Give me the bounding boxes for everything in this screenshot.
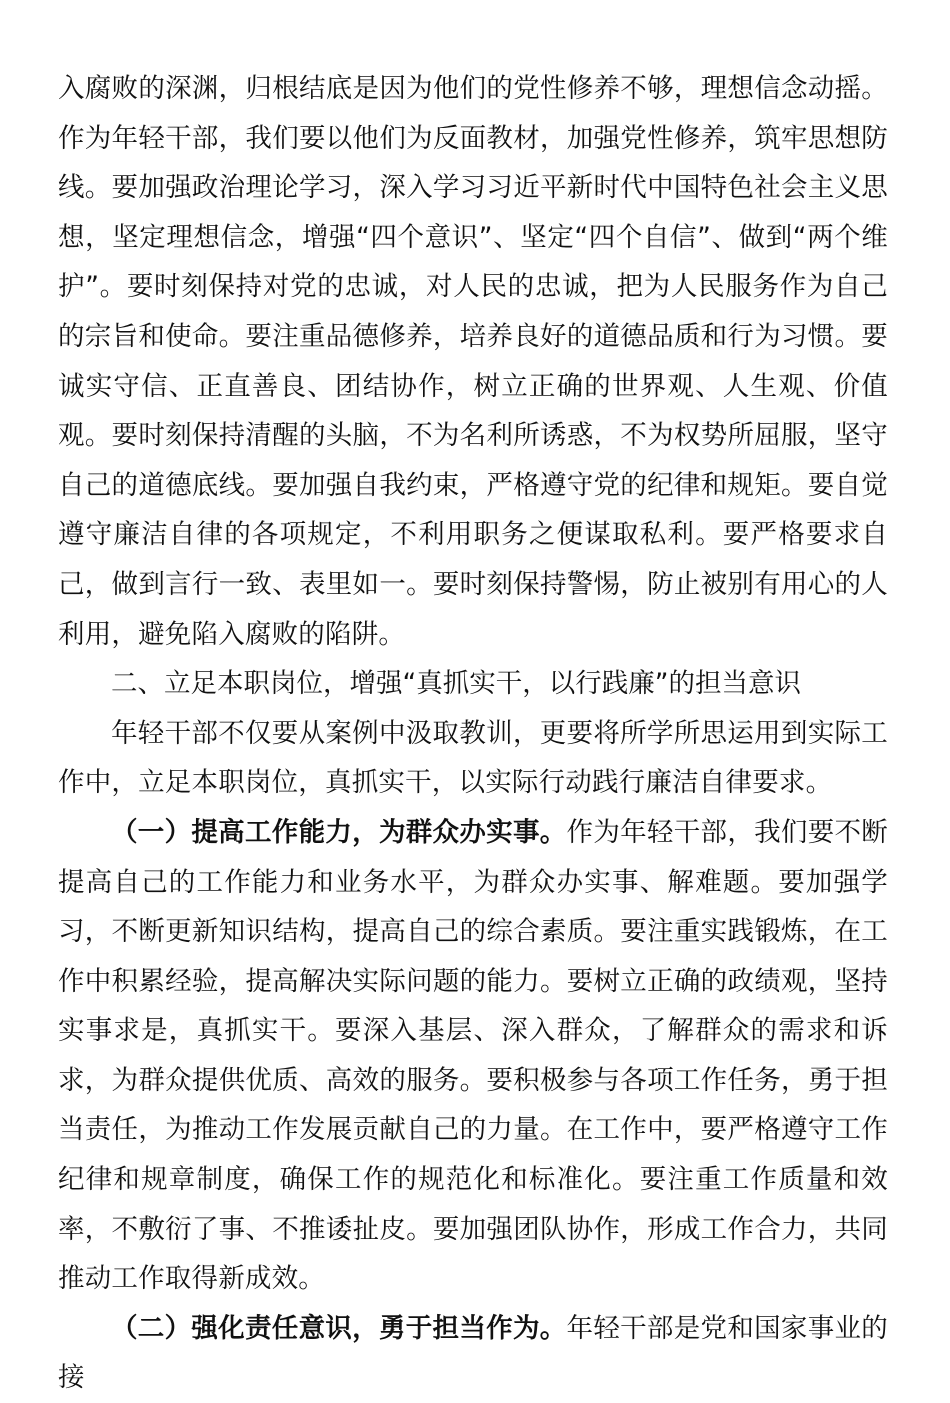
document-page bbox=[58, 64, 888, 1403]
subsection-1-body: 作为年轻干部，我们要不断提高自己的工作能力和业务水平，为群众办实事、解难题。要加强学习，不断更新知识结构，提高自己的综合素质。要注重实践锻炼，在工作中积累经验，提高解决实际问题的能力。要树立正确的政绩观，坚持实事求是，真抓实干。要深入基层、深入群众，了解群众的需求和诉求，为群众提供优质、高效的服务。要积极参与各项工作任务，勇于担当责任，为推动工作发展贡献自己的力量。在工作中，要严格遵守工作纪律和规章制度，确保工作的规范化和标准化。要注重工作质量和效率，不敷衍了事、不推诿扯皮。要加强团队协作，形成工作合力，共同推动工作取得新成效。 bbox=[58, 816, 889, 1295]
paragraph-continued: 入腐败的深渊，归根结底是因为他们的党性修养不够，理想信念动摇。作为年轻干部，我们要以他们为反面教材，加强党性修养，筑牢思想防线。要加强政治理论学习，深入学习习近平新时代中国特色社会主义思想，坚定理想信念，增强“四个意识”、坚定“四个自信”、做到“两个维护”。要时刻保持对党的忠诚，对人民的忠诚，把为人民服务作为自己的宗旨和使命。要注重品德修养，培养良好的道德品质和行为习惯。要诚实守信、正直善良、团结协作，树立正确的世界观、人生观、价值观。要时刻保持清醒的头脑，不为名利所诱惑，不为权势所屈服，坚守自己的道德底线。要加强自我约束，严格遵守党的纪律和规矩。要自觉遵守廉洁自律的各项规定，不利用职务之便谋取私利。要严格要求自己，做到言行一致、表里如一。要时刻保持警惕，防止被别有用心的人利用，避免陷入腐败的陷阱。 bbox=[58, 73, 888, 650]
subsection-2-paragraph bbox=[58, 1304, 888, 1403]
subsection-2-heading: （二）强化责任意识，勇于担当作为。 bbox=[111, 1312, 567, 1344]
section-intro-paragraph: 年轻干部不仅要从案例中汲取教训，更要将所学所思运用到实际工作中，立足本职岗位，真抓实干，以实际行动践行廉洁自律要求。 bbox=[58, 717, 888, 799]
section-heading: 二、立足本职岗位，增强“真抓实干，以行践廉”的担当意识 bbox=[111, 668, 801, 700]
subsection-2-body: 年轻干部是党和国家事业的接 bbox=[58, 1312, 889, 1394]
subsection-1-heading: （一）提高工作能力，为群众办实事。 bbox=[111, 816, 567, 848]
subsection-1-paragraph bbox=[58, 808, 888, 1304]
